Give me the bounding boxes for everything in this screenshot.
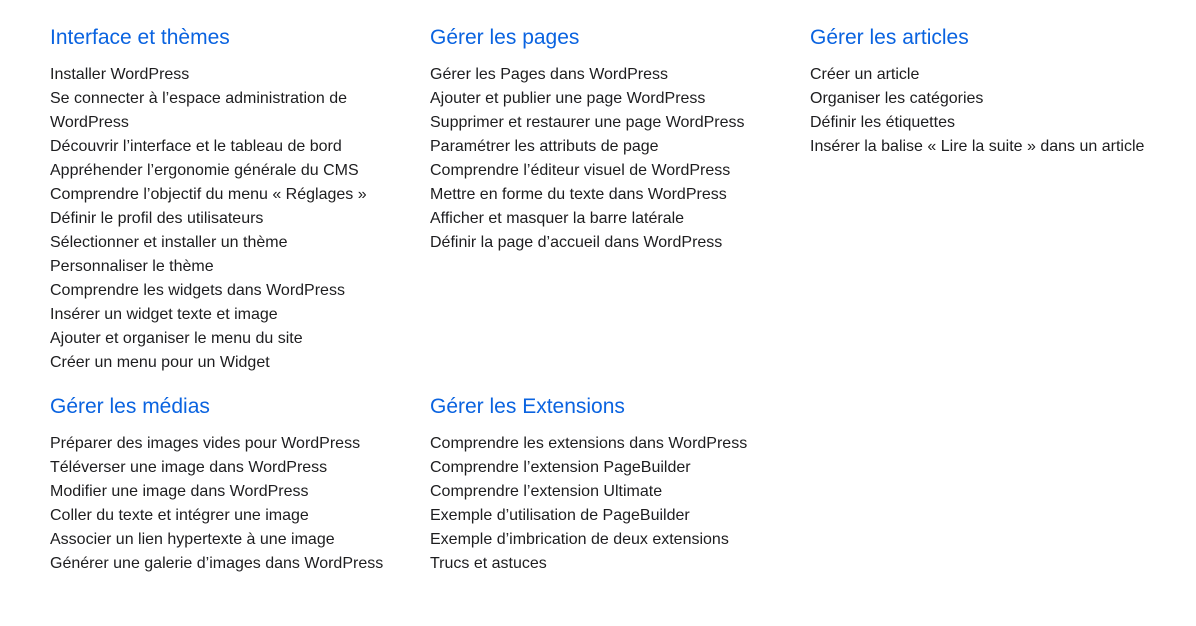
- tutorial-link[interactable]: Coller du texte et intégrer une image: [50, 507, 309, 524]
- tutorial-link[interactable]: Insérer un widget texte et image: [50, 306, 278, 323]
- tutorial-link[interactable]: Se connecter à l’espace administration de WordPress: [50, 90, 348, 131]
- tutorial-link[interactable]: Personnaliser le thème: [50, 258, 214, 275]
- list-item: [810, 135, 1180, 159]
- tutorial-link[interactable]: Comprendre l’extension Ultimate: [430, 483, 663, 500]
- list-item: [430, 159, 770, 183]
- tutorial-link[interactable]: Générer une galerie d’images dans WordPress: [50, 555, 384, 572]
- list-item: [50, 87, 370, 135]
- tutorial-link[interactable]: Exemple d’imbrication de deux extensions: [430, 531, 729, 548]
- section-gerer-pages: [430, 24, 770, 251]
- tutorial-link[interactable]: Paramétrer les attributs de page: [430, 138, 659, 155]
- section-interface-themes: [50, 24, 370, 371]
- list-item: [50, 351, 370, 375]
- tutorial-link[interactable]: Préparer des images vides pour WordPress: [50, 435, 361, 452]
- link-list: [50, 63, 370, 375]
- list-item: [50, 504, 410, 528]
- section-title: Interface et thèmes: [50, 26, 230, 49]
- tutorial-link[interactable]: Ajouter et organiser le menu du site: [50, 330, 303, 347]
- tutorial-link[interactable]: Modifier une image dans WordPress: [50, 483, 309, 500]
- list-item: [50, 552, 410, 576]
- section-gerer-articles: [810, 24, 1180, 155]
- list-item: [430, 552, 770, 576]
- link-list: [50, 432, 410, 576]
- list-item: [50, 480, 410, 504]
- list-item: [50, 135, 370, 159]
- section-gerer-medias: [50, 393, 410, 572]
- tutorial-link[interactable]: Comprendre les widgets dans WordPress: [50, 282, 345, 299]
- tutorial-link[interactable]: Supprimer et restaurer une page WordPress: [430, 114, 745, 131]
- tutorial-link[interactable]: Définir les étiquettes: [810, 114, 955, 131]
- tutorial-link[interactable]: Organiser les catégories: [810, 90, 984, 107]
- link-list: [430, 63, 770, 255]
- list-item: [430, 207, 770, 231]
- list-item: [50, 207, 370, 231]
- tutorial-link[interactable]: Associer un lien hypertexte à une image: [50, 531, 335, 548]
- section-title: Gérer les médias: [50, 395, 210, 418]
- list-item: [50, 456, 410, 480]
- list-item: [50, 528, 410, 552]
- list-item: [430, 63, 770, 87]
- list-item: [430, 432, 770, 456]
- list-item: [50, 159, 370, 183]
- tutorial-link[interactable]: Exemple d’utilisation de PageBuilder: [430, 507, 690, 524]
- section-title: Gérer les Extensions: [430, 395, 625, 418]
- tutorial-link[interactable]: Comprendre l’éditeur visuel de WordPress: [430, 162, 731, 179]
- tutorial-link[interactable]: Gérer les Pages dans WordPress: [430, 66, 669, 83]
- tutorial-link[interactable]: Afficher et masquer la barre latérale: [430, 210, 685, 227]
- list-item: [810, 111, 1180, 135]
- list-item: [430, 504, 770, 528]
- tutorial-link[interactable]: Comprendre l’objectif du menu « Réglages »: [50, 186, 367, 203]
- tutorial-link[interactable]: Comprendre les extensions dans WordPress: [430, 435, 748, 452]
- section-gerer-extensions: [430, 393, 770, 572]
- list-item: [50, 327, 370, 351]
- tutorial-link[interactable]: Définir la page d’accueil dans WordPress: [430, 234, 723, 251]
- tutorial-link[interactable]: Créer un article: [810, 66, 920, 83]
- tutorial-link[interactable]: Sélectionner et installer un thème: [50, 234, 288, 251]
- list-item: [50, 255, 370, 279]
- tutorial-link[interactable]: Mettre en forme du texte dans WordPress: [430, 186, 727, 203]
- link-list: [430, 432, 770, 576]
- list-item: [430, 528, 770, 552]
- list-item: [50, 303, 370, 327]
- list-item: [430, 231, 770, 255]
- list-item: [50, 63, 370, 87]
- tutorial-link[interactable]: Téléverser une image dans WordPress: [50, 459, 328, 476]
- list-item: [430, 135, 770, 159]
- tutorial-link[interactable]: Trucs et astuces: [430, 555, 547, 572]
- tutorial-link[interactable]: Découvrir l’interface et le tableau de bord: [50, 138, 342, 155]
- link-list: [810, 63, 1180, 159]
- list-item: [810, 87, 1180, 111]
- list-item: [430, 183, 770, 207]
- section-title: Gérer les articles: [810, 26, 969, 49]
- tutorial-link[interactable]: Appréhender l’ergonomie générale du CMS: [50, 162, 359, 179]
- list-item: [810, 63, 1180, 87]
- list-item: [50, 231, 370, 255]
- tutorial-link[interactable]: Ajouter et publier une page WordPress: [430, 90, 706, 107]
- list-item: [430, 456, 770, 480]
- section-title: Gérer les pages: [430, 26, 580, 49]
- list-item: [430, 480, 770, 504]
- list-item: [430, 87, 770, 111]
- tutorial-link[interactable]: Définir le profil des utilisateurs: [50, 210, 264, 227]
- list-item: [50, 279, 370, 303]
- list-item: [50, 432, 410, 456]
- tutorial-link[interactable]: Créer un menu pour un Widget: [50, 354, 270, 371]
- tutorial-link[interactable]: Comprendre l’extension PageBuilder: [430, 459, 691, 476]
- tutorial-link[interactable]: Installer WordPress: [50, 66, 190, 83]
- list-item: [430, 111, 770, 135]
- list-item: [50, 183, 370, 207]
- tutorial-link[interactable]: Insérer la balise « Lire la suite » dans un article: [810, 138, 1145, 155]
